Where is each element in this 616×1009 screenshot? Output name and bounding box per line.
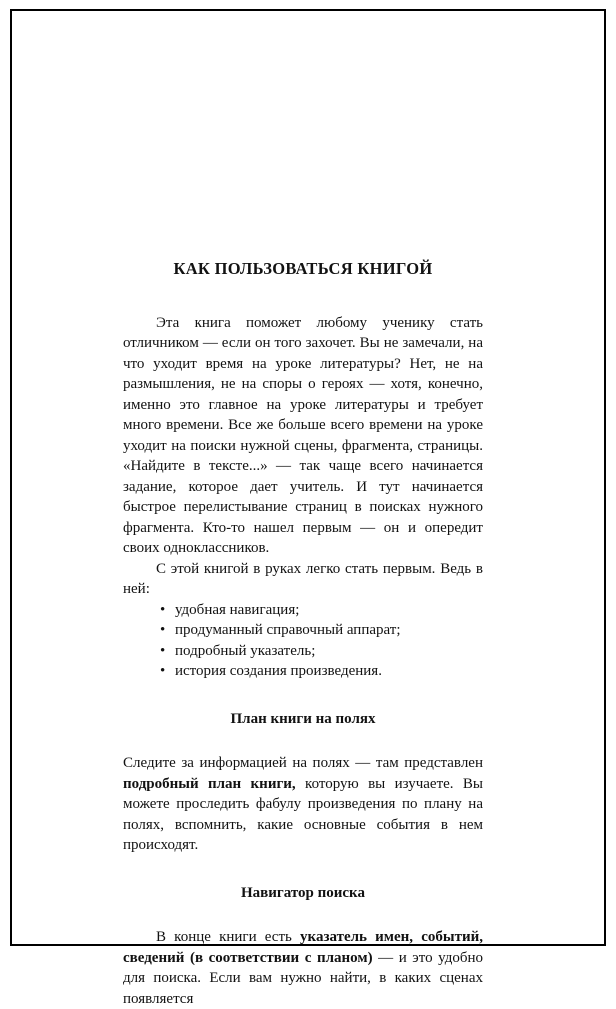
feature-item: [160, 661, 483, 682]
lead-in-paragraph: С этой книгой в руках легко стать первым. Ведь в ней:: [123, 560, 483, 597]
features-list: [123, 600, 483, 682]
bullet-icon: •: [160, 622, 166, 638]
feature-item: [160, 641, 483, 662]
section-heading-plan: План книги на полях: [230, 710, 376, 727]
plan-text-start: Следите за информацией на полях — там представлен: [123, 755, 483, 771]
navigator-text-start: В конце книги есть: [156, 929, 301, 945]
navigator-paragraph: [123, 927, 483, 1009]
feature-item-label: история создания произведения.: [175, 663, 382, 679]
plan-paragraph: [123, 753, 483, 856]
navigator-text-end: — и это удобно для поиска. Если вам нужно найти, в каких сценах появляется: [123, 949, 483, 1007]
feature-item-label: подробный указатель;: [175, 642, 316, 659]
page-border: [10, 9, 606, 1007]
feature-item: [160, 620, 483, 641]
navigator-text-bold: указатель имен, событий, сведений (в соответствии с планом): [123, 929, 483, 966]
bullet-icon: •: [160, 663, 166, 679]
intro-paragraph: Эта книга поможет любому ученику стать отличником — если он того захочет. Вы не замечали, на что уходит время на уроке литературы? Нет, не на размышления, не на споры о героях — хотя, конечно, именно это главное на уроке литературы и требует много времени. Все же больше всего времени на уроке уходит на поиски нужной сцены, фрагмента, страницы. «Найдите в тексте...» — так чаще всего начинается задание, которое дает учитель. И тут начинается быстрое перелистывание страниц в поисках нужного фрагмента. Кто-то нашел первым — он и опередит своих одноклассников.: [123, 314, 483, 556]
page-title: КАК ПОЛЬЗОВАТЬСЯ КНИГОЙ: [173, 259, 433, 278]
plan-text-end: которую вы изучаете. Вы можете проследить фабулу произведения по плану на полях, вспомнить, какие основные события в нем происходят.: [123, 775, 483, 853]
feature-item-label: продуманный справочный аппарат;: [175, 622, 401, 638]
bullet-icon: •: [160, 601, 166, 618]
feature-item: [160, 600, 483, 621]
feature-item-label: удобная навигация;: [175, 601, 300, 618]
bullet-icon: •: [160, 642, 166, 659]
section-heading-navigator: Навигатор поиска: [241, 884, 365, 901]
page-content: [123, 259, 483, 1009]
plan-text-bold: подробный план книги,: [123, 775, 296, 792]
